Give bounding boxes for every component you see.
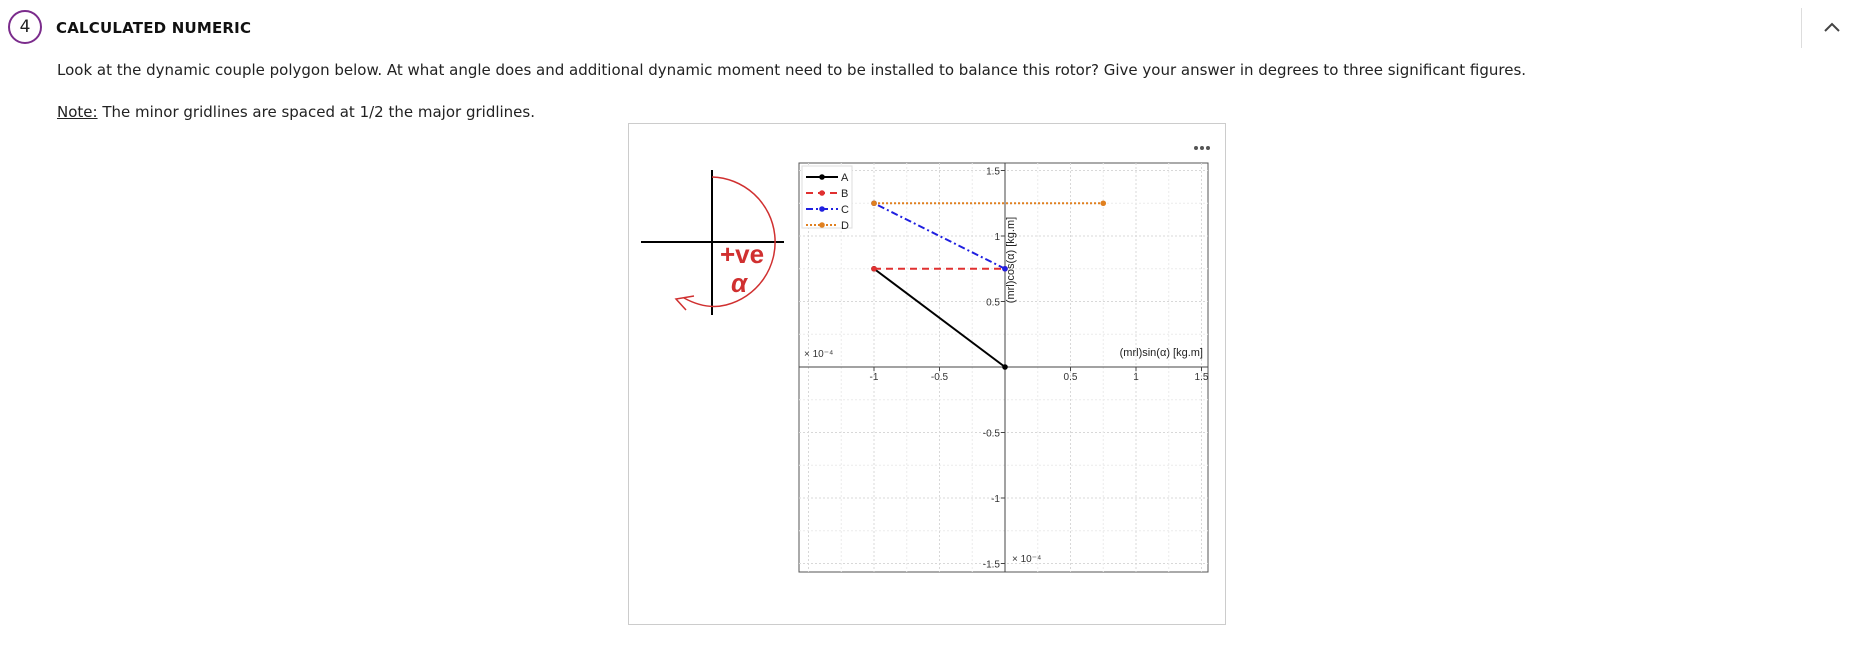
question-type: CALCULATED NUMERIC bbox=[56, 19, 252, 37]
header-divider bbox=[1801, 8, 1802, 48]
question-text: Look at the dynamic couple polygon below. At what angle does and additional dynamic moment need to be installed to balance this rotor? Give your answer in degrees to three significant figures. bbox=[57, 61, 1527, 79]
y-tick-label: 1 bbox=[994, 232, 1000, 243]
note-text: The minor gridlines are spaced at 1/2 the major gridlines. bbox=[97, 103, 535, 121]
chevron-up-icon bbox=[1820, 16, 1844, 40]
y-tick-label: 1.5 bbox=[986, 166, 1000, 178]
alpha-label: α bbox=[731, 268, 748, 298]
couple-polygon-chart bbox=[798, 160, 1212, 576]
figure-menu-button[interactable] bbox=[1192, 140, 1212, 150]
x-tick-label: -1 bbox=[869, 372, 879, 383]
y-tick-label: -1.5 bbox=[982, 559, 1000, 571]
series-point-d bbox=[1100, 200, 1106, 206]
series-point-a bbox=[1002, 364, 1008, 370]
note-label: Note: bbox=[57, 103, 98, 121]
y-tick-label: -0.5 bbox=[982, 428, 1000, 440]
x-axis-label: (mrl)sin(α) [kg.m] bbox=[1119, 347, 1203, 359]
more-options-icon bbox=[1192, 143, 1212, 153]
question-number-badge bbox=[8, 10, 42, 44]
legend-label: A bbox=[841, 172, 849, 184]
x-multiplier: × 10⁻⁴ bbox=[804, 349, 834, 360]
y-tick-label: -1 bbox=[991, 494, 1000, 505]
legend-label: D bbox=[841, 220, 849, 232]
x-tick-label: 1 bbox=[1133, 372, 1139, 383]
angle-convention-diagram bbox=[636, 165, 786, 325]
legend-marker bbox=[819, 222, 825, 228]
series-point-d bbox=[871, 200, 877, 206]
collapse-button[interactable] bbox=[1820, 16, 1844, 40]
legend-label: B bbox=[841, 188, 849, 200]
y-axis-label: (mrl)cos(α) [kg.m] bbox=[1005, 216, 1017, 304]
x-tick-label: 0.5 bbox=[1063, 372, 1078, 383]
x-tick-label: 1.5 bbox=[1194, 372, 1209, 383]
series-point-b bbox=[871, 266, 877, 272]
legend bbox=[802, 166, 852, 232]
y-multiplier: × 10⁻⁴ bbox=[1012, 554, 1042, 565]
legend-label: C bbox=[841, 204, 849, 216]
legend-marker bbox=[819, 190, 825, 196]
legend-marker bbox=[819, 174, 825, 180]
question-number: 4 bbox=[19, 17, 31, 37]
question-note bbox=[57, 103, 535, 121]
legend-marker bbox=[819, 206, 825, 212]
y-tick-label: 0.5 bbox=[986, 297, 1000, 309]
arrow-head-icon bbox=[676, 296, 694, 310]
positive-label: +ve bbox=[720, 239, 765, 269]
x-tick-label: -0.5 bbox=[930, 372, 949, 383]
